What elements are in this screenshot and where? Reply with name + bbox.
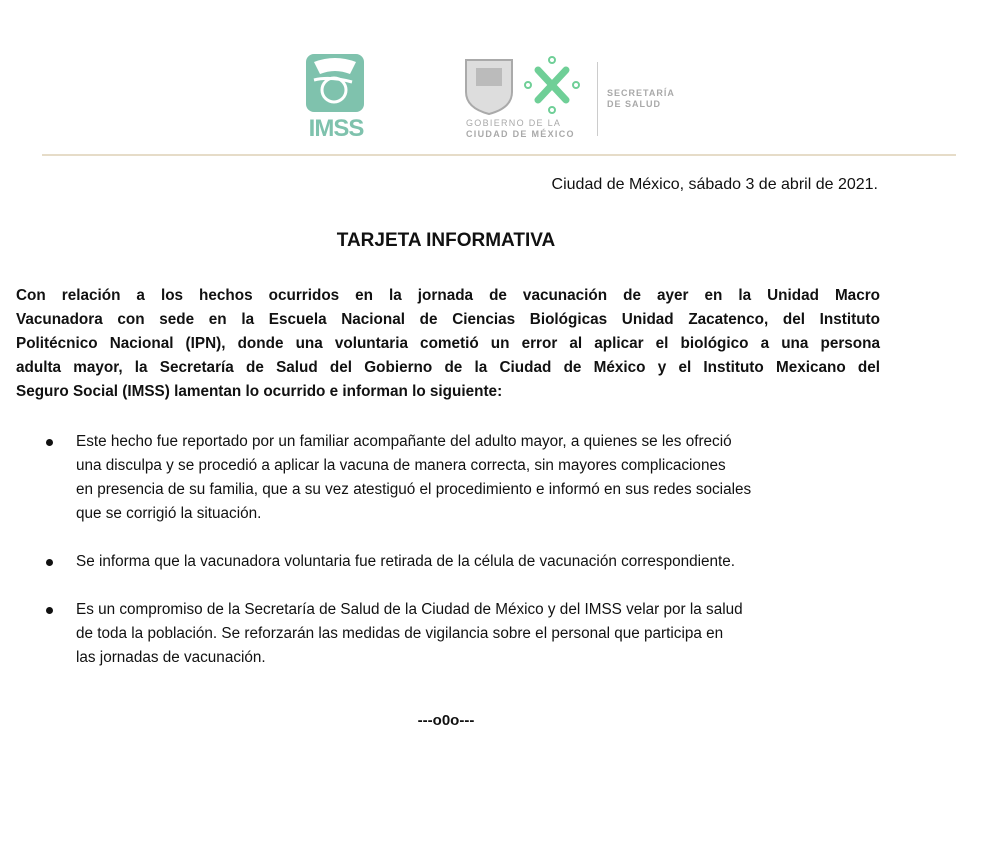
text-line: adulta mayor, la Secretaría de Salud del Gobierno de la Ciudad de México y el Instituto Mexicano del <box>16 359 880 376</box>
letterhead-logos <box>0 50 991 145</box>
intro-paragraph <box>16 284 880 404</box>
text-line: Politécnico Nacional (IPN), donde una voluntaria cometió un error al aplicar el biológico a una persona <box>16 335 880 352</box>
bullet-icon <box>46 607 53 614</box>
imss-logo <box>300 52 374 140</box>
secretaria-salud-text: SECRETARÍA DE SALUD <box>607 88 675 109</box>
list-item: Este hecho fue reportado por un familiar acompañante del adulto mayor, a quienes se les ofreció una disculpa y se procedió a aplicar la vacuna de manera correcta, sin mayores complicaciones en presencia de su familia, que a su vez atestiguó el procedimiento e informó en sus redes sociales que se corrigió la situación. <box>16 430 886 526</box>
gobierno-cdmx-text: GOBIERNO DE LA CIUDAD DE MÉXICO <box>466 118 575 139</box>
header-rule <box>42 154 956 156</box>
svg-text:IMSS: IMSS <box>308 115 364 140</box>
document-title: TARJETA INFORMATIVA <box>336 230 556 251</box>
text-line: Seguro Social (IMSS) lamentan lo ocurrido e informan lo siguiente: <box>16 383 503 400</box>
date-line: Ciudad de México, sábado 3 de abril de 2021. <box>551 176 878 193</box>
bullet-list <box>16 430 886 670</box>
text-line: Vacunadora con sede en la Escuela Nacional de Ciencias Biológicas Unidad Zacatenco, del Instituto <box>16 311 880 328</box>
text-line: Con relación a los hechos ocurridos en la jornada de vacunación de ayer en la Unidad Macro <box>16 287 880 304</box>
bullet-icon <box>46 439 53 446</box>
cdmx-logo <box>462 56 592 116</box>
closing-mark: ---o0o--- <box>417 712 475 729</box>
list-item: Se informa que la vacunadora voluntaria fue retirada de la célula de vacunación correspondiente. <box>16 550 886 574</box>
divider <box>597 62 598 136</box>
list-item: Es un compromiso de la Secretaría de Salud de la Ciudad de México y del IMSS velar por la salud de toda la población. Se reforzarán las medidas de vigilancia sobre el personal que participa en las jornadas de vacunación. <box>16 598 886 670</box>
bullet-icon <box>46 559 53 566</box>
